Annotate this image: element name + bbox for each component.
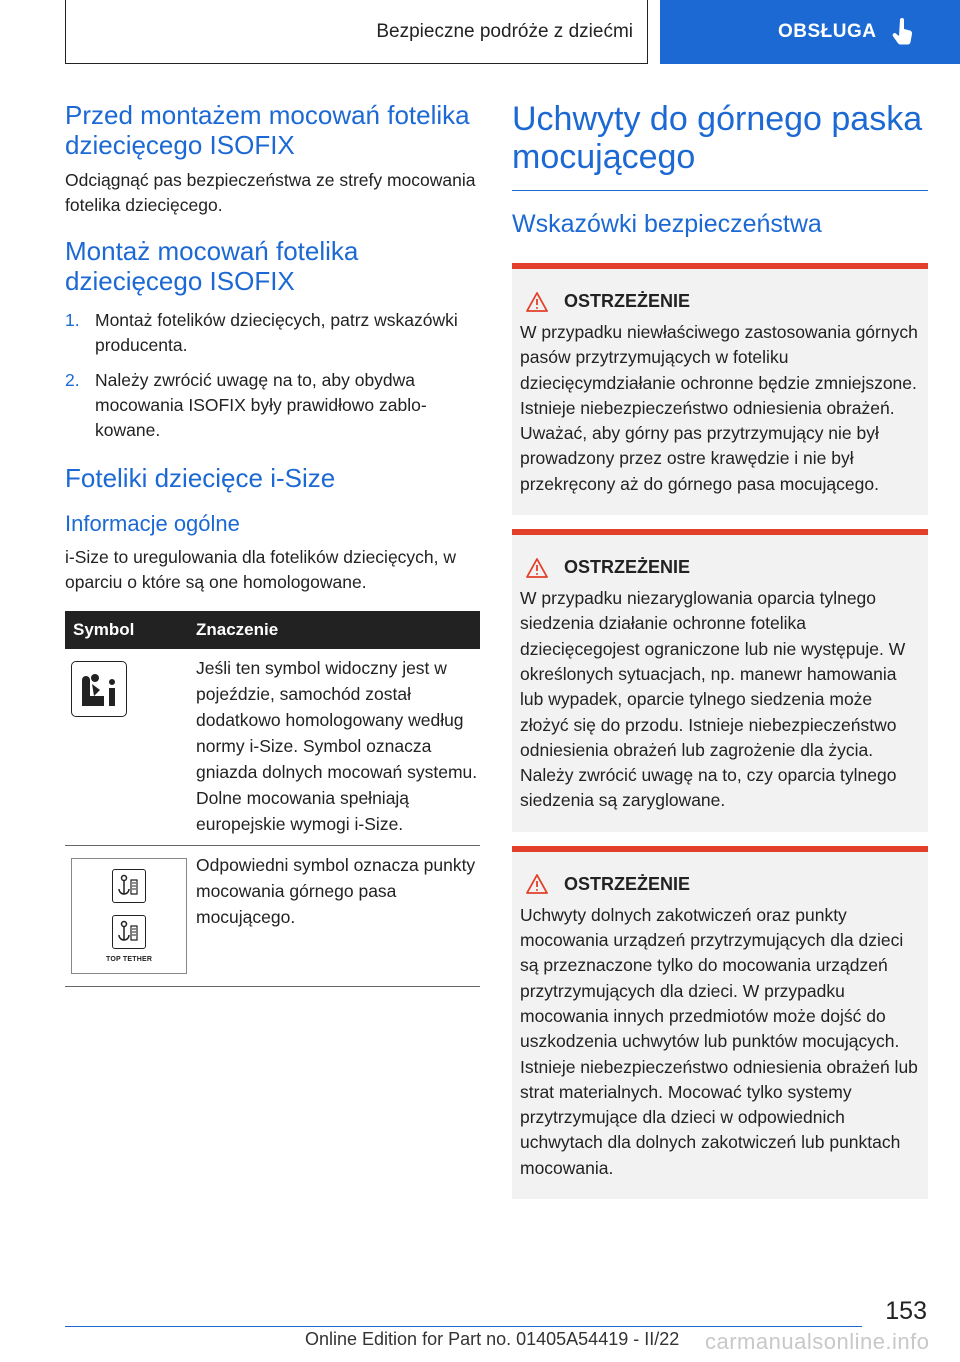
warning-box (512, 846, 928, 1199)
chapter-label: OBSŁUGA (778, 21, 877, 42)
warning-title: OSTRZEŻENIE (564, 291, 691, 311)
top-tether-label: TOP TETHER (106, 956, 153, 963)
page-number: 153 (885, 1297, 927, 1325)
left-column (65, 100, 480, 987)
warning-triangle-icon (526, 558, 548, 578)
heading-isize: Foteliki dziecięce i-Size (65, 463, 336, 493)
heading-top-tether: Uchwyty do górnego paska mocującego (512, 100, 923, 176)
isize-child-seat-icon (71, 661, 127, 717)
section-title: Bezpieczne podróże z dziećmi (376, 20, 633, 42)
warning-text: Uchwyty dolnych zakotwiczeń oraz punkty mocowania urządzeń przytrzymujących dla dzieci są przeznaczone tylko do mocowania urządzeń przytrzymujących dla dzieci. W przypadku mocowania innych przedmiotów może dojść do uszkodzenia uchwytów lub punktów mocujących. Istnieje niebezpieczeństwo odniesienia obrażeń lub strat materialnych. Mocować tylko systemy przytrzymujące dla dzieci w odpowiednich uchwytach dla dolnych zakotwiczeń lub punktach mocowania. (520, 904, 918, 1178)
warning-title: OSTRZEŻENIE (564, 873, 691, 894)
top-tether-anchor-icon (71, 858, 187, 974)
step-text: Należy zwrócić uwagę na to, aby obydwa mocowania ISOFIX były prawidłowo zablokowane. (95, 370, 427, 440)
header-chapter-tab[interactable] (660, 0, 960, 64)
warning-triangle-icon (526, 874, 548, 894)
heading-general-info: Informacje ogólne (65, 511, 240, 536)
paragraph-isofix-before: Odciągnąć pas bezpieczeństwa ze strefy mocowania fotelika dziecięcego. (65, 170, 476, 215)
table-row (65, 846, 480, 987)
heading-divider (512, 190, 928, 191)
table-header-row (65, 611, 480, 649)
warning-box (512, 263, 928, 515)
heading-isofix-mount: Montaż mocowań fotelika dziecięcego ISOFIX (65, 236, 359, 296)
list-item (65, 368, 480, 443)
meaning-text: Jeśli ten symbol widoczny jest w pojeździe, samochód został dodatkowo homologowany według normy i-Size. Symbol oznacza gniazda dolnych mocowań systemu. Dolne mocowania spełniają europejskie wymogi i-Size. (190, 649, 480, 846)
warning-triangle-icon (526, 292, 548, 312)
column-header-meaning: Znaczenie (190, 611, 480, 649)
symbol-table (65, 611, 480, 987)
step-number: 2. (65, 370, 80, 390)
warning-text: W przypadku niezaryglowania oparcia tylnego siedzenia działanie ochronne fotelika dziecięcegojest ograniczone lub nie występuje. W określonych sytuacjach, np. manewr hamowania lub wypadek, oparcie tylnego siedzenia może złożyć się do przodu. Istnieje niebezpieczeństwo odniesienia obrażeń lub zagrożenie dla życia. Należy zwrócić uwagę na to, czy oparcia tylnego siedzenia są zaryglowane. (520, 588, 906, 811)
meaning-text: Odpowiedni symbol oznacza punkty mocowania górnego pasa mocującego. (190, 846, 480, 987)
table-row (65, 649, 480, 846)
warning-text: W przypadku niewłaściwego zastosowania górnych pasów przytrzymujących w foteliku dziecięcymdziałanie ochronne będzie zmniejszone. Istnieje niebezpieczeństwo odniesienia obrażeń. Uważać, aby górny pas przytrzymujący nie był prowadzony przez ostre krawędzie i nie był przekręcony aż do górnego pasa mocującego. (520, 322, 918, 494)
paragraph-general-info: i-Size to uregulowania dla fotelików dziecięcych, w oparciu o które są one homologowane. (65, 547, 457, 592)
steps-list (65, 308, 480, 443)
anchor-icon (112, 915, 146, 949)
hand-pointer-icon (891, 18, 915, 46)
list-item (65, 308, 480, 358)
anchor-icon (112, 869, 146, 903)
header-section-title (65, 0, 648, 64)
step-number: 1. (65, 310, 80, 330)
watermark: carmanualsonline.info (705, 1329, 930, 1354)
footer-edition: Online Edition for Part no. 01405A54419 - II/22 (305, 1329, 680, 1349)
step-text: Montaż fotelików dziecięcych, patrz wskazówki producenta. (95, 310, 458, 355)
warning-title: OSTRZEŻENIE (564, 557, 691, 578)
right-column (512, 100, 928, 1199)
heading-safety: Wskazówki bezpieczeństwa (512, 210, 822, 238)
column-header-symbol: Symbol (65, 611, 190, 649)
heading-isofix-before: Przed montażem mocowań fotelika dziecięcego ISOFIX (65, 100, 470, 160)
warning-box (512, 529, 928, 832)
footer-divider (65, 1326, 862, 1327)
